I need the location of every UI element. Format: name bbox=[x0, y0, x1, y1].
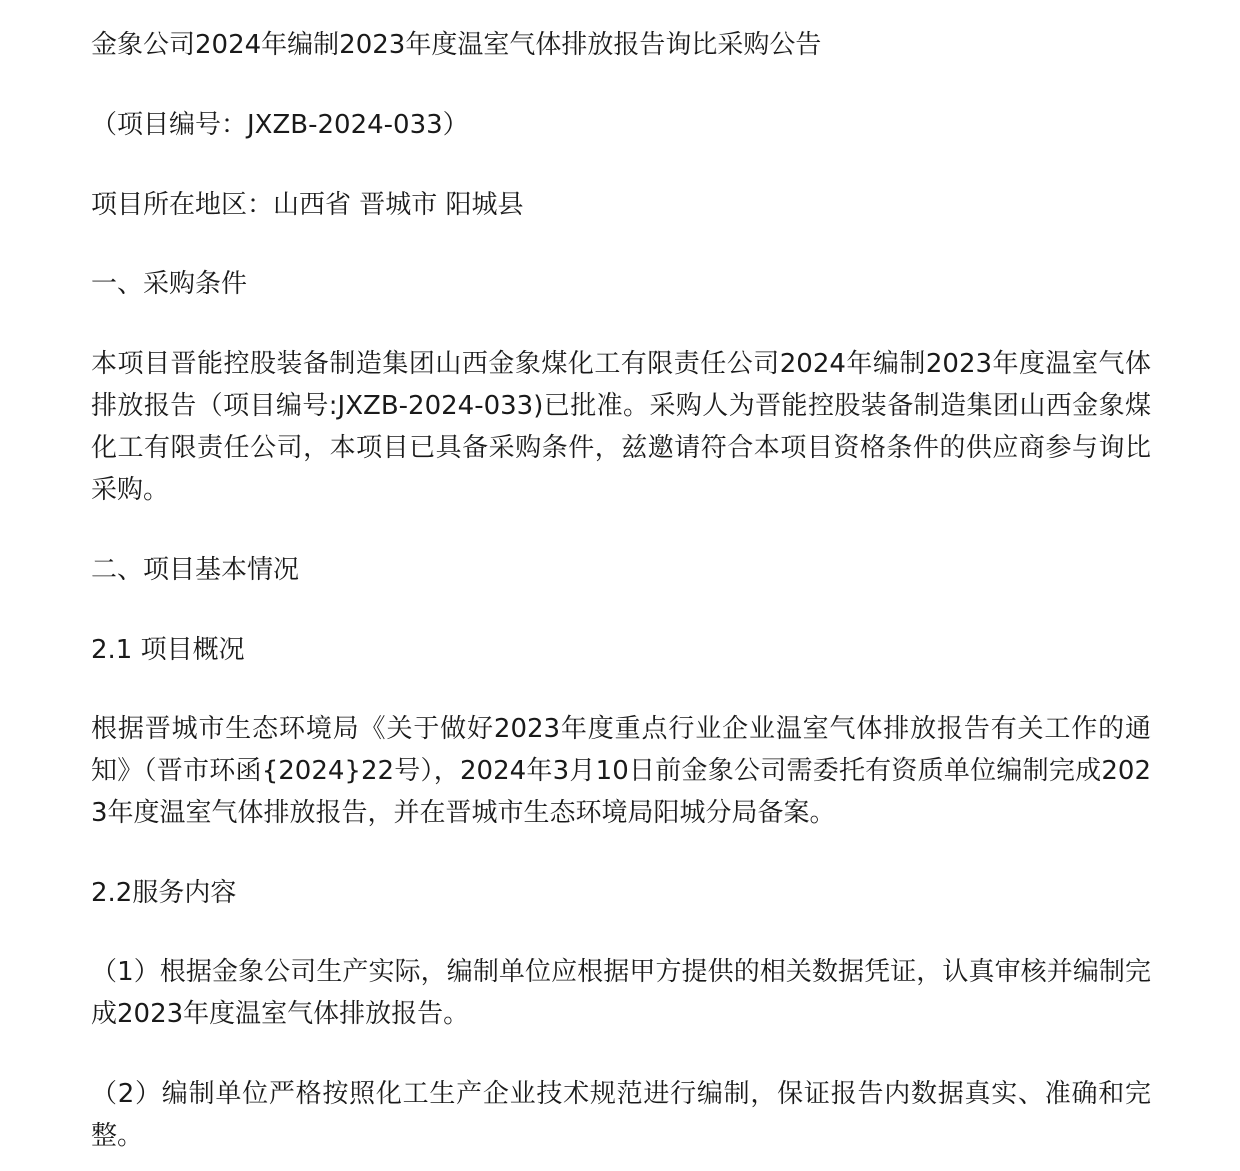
subsection-heading-service-content: 2.2服务内容 bbox=[91, 878, 237, 908]
service-item-2: （2）编制单位严格按照化工生产企业技术规范进行编制，保证报告内数据真实、准确和完整。 bbox=[91, 1079, 1151, 1151]
section-heading-project-basics: 二、项目基本情况 bbox=[91, 555, 300, 585]
subsection-heading-project-overview: 2.1 项目概况 bbox=[91, 635, 245, 665]
service-item-1: （1）根据金象公司生产实际，编制单位应根据甲方提供的相关数据凭证，认真审核并编制完成2023年度温室气体排放报告。 bbox=[91, 957, 1151, 1029]
procurement-conditions-body: 本项目晋能控股装备制造集团山西金象煤化工有限责任公司2024年编制2023年度温室气体排放报告（项目编号:JXZB-2024-033)已批准。采购人为晋能控股装备制造集团山西金象煤化工有限责任公司，本项目已具备采购条件，兹邀请符合本项目资格条件的供应商参与询比采购。 bbox=[91, 349, 1151, 505]
project-overview-body: 根据晋城市生态环境局《关于做好2023年度重点行业企业温室气体排放报告有关工作的通知》（晋市环函{2024}22号），2024年3月10日前金象公司需委托有资质单位编制完成2023年度温室气体排放报告，并在晋城市生态环境局阳城分局备案。 bbox=[91, 714, 1151, 828]
project-region: 项目所在地区：山西省 晋城市 阳城县 bbox=[91, 190, 524, 220]
section-heading-procurement-conditions: 一、采购条件 bbox=[91, 269, 248, 299]
notice-title: 金象公司2024年编制2023年度温室气体排放报告询比采购公告 bbox=[91, 30, 822, 60]
project-number: （项目编号：JXZB-2024-033） bbox=[91, 110, 469, 140]
